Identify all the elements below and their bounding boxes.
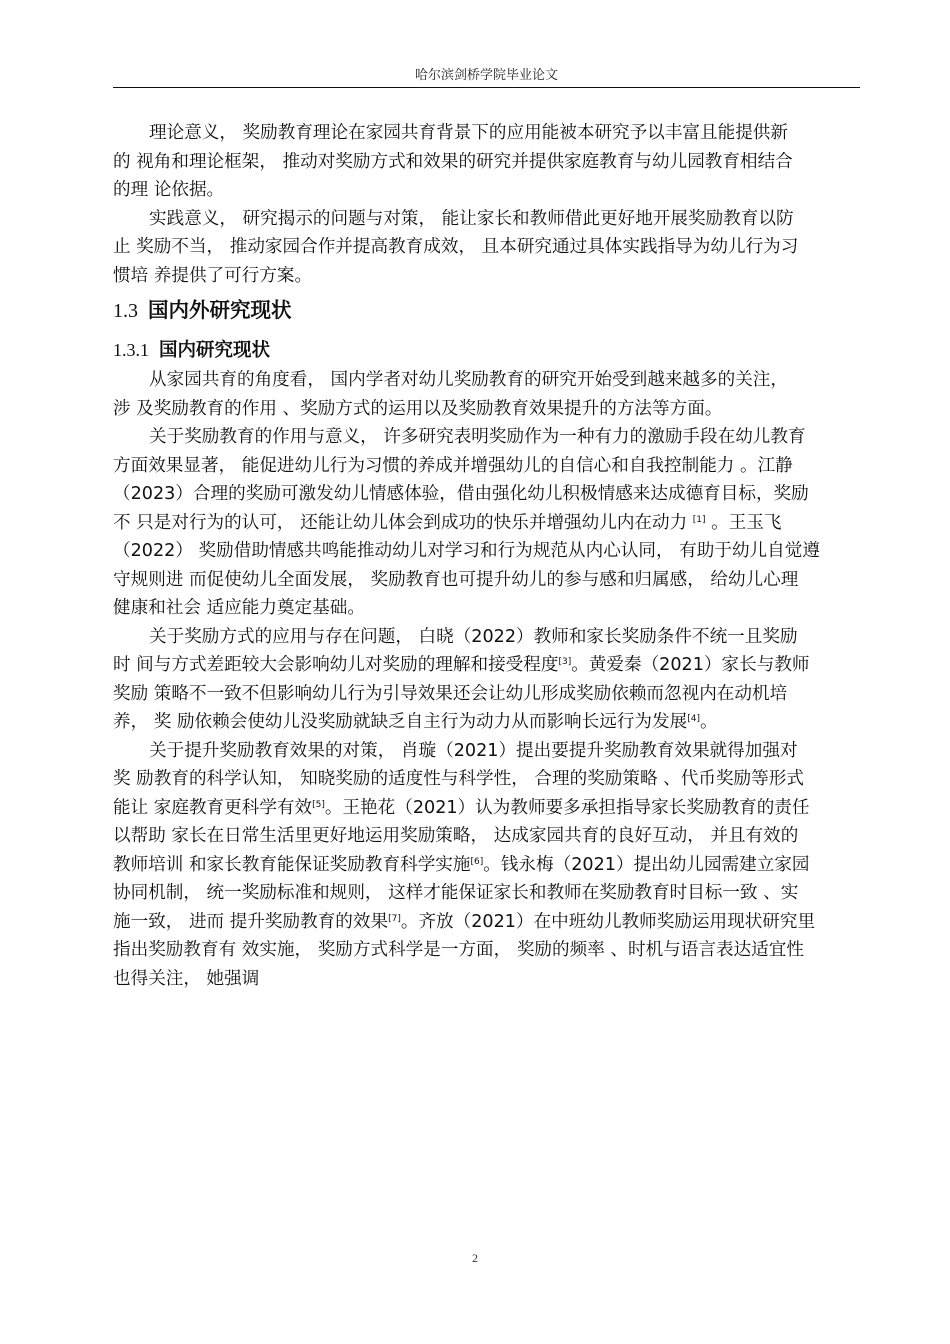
text-line: 从家园共育的角度看， 国内学者对幼儿奖励教育的研究开始受到越来越多的关注， (149, 370, 788, 390)
text-line (113, 708, 860, 737)
text-segment: 。 (699, 712, 718, 732)
paragraph-overview (113, 366, 860, 423)
text-line: 惯培 养提供了可行方案。 (113, 265, 313, 286)
subsection-title: 国内研究现状 (159, 340, 271, 361)
text-segment: 能让 家庭教育更科学有效 (113, 797, 313, 818)
text-segment: 施一致， 进而 提升奖励教育的效果 (113, 911, 389, 932)
text-line (113, 509, 860, 538)
citation-4: [4] (687, 714, 700, 724)
text-line: 奖励 策略不一致不但影响幼儿行为引导效果还会让幼儿形成奖励依赖而忽视内在动机培 (113, 683, 788, 704)
text-segment: 教师培训 和家长教育能保证奖励教育科学实施 (113, 854, 471, 875)
text-line: 实践意义， 研究揭示的问题与对策， 能让家长和教师借此更好地开展奖励教育以防 (149, 208, 794, 229)
citation-6: [6] (470, 856, 484, 867)
paragraph-practice-significance (113, 205, 860, 291)
text-line: （2022） 奖励借助情感共鸣能推动幼儿对学习和行为规范从内心认同， 有助于幼儿自觉遵 (113, 541, 820, 561)
paragraph-theory-significance (113, 119, 860, 205)
text-line (113, 851, 860, 880)
text-line: （2023）合理的奖励可激发幼儿情感体验，借由强化幼儿积极情感来达成德育目标，奖励 (113, 484, 809, 504)
text-line (113, 651, 860, 680)
text-segment: 时 间与方式差距较大会影响幼儿对奖励的理解和接受程度 (113, 655, 559, 675)
subsection-number: 1.3.1 (113, 340, 149, 360)
paragraph-role-and-meaning (113, 423, 860, 623)
text-segment: 养， 奖 励依赖会使幼儿没奖励就缺乏自主行为动力从而影响长远行为发展 (113, 712, 688, 732)
text-line: 关于奖励方式的应用与存在问题， 白晓（2022）教师和家长奖励条件不统一且奖励 (149, 626, 798, 647)
text-line: 关于提升奖励教育效果的对策， 肖璇（2021）提出要提升奖励教育效果就得加强对 (149, 740, 798, 761)
running-header: 哈尔滨剑桥学院毕业论文 (414, 68, 558, 83)
section-title: 国内外研究现状 (148, 298, 292, 322)
text-segment: 。钱永梅（2021）提出幼儿园需建立家园 (483, 854, 810, 875)
text-line: 指出奖励教育有 效实施， 奖励方式科学是一方面， 奖励的频率 、时机与语言表达适宜性 (113, 940, 804, 960)
text-line: 方面效果显著， 能促进幼儿行为习惯的养成并增强幼儿的自信心和自我控制能力 。江静 (113, 455, 793, 476)
text-segment: 。黄爱秦（2021）家长与教师 (571, 655, 810, 675)
text-line: 理论意义， 奖励教育理论在家园共育背景下的应用能被本研究予以丰富且能提供新 (149, 123, 788, 143)
text-segment: 不 只是对行为的认可， 还能让幼儿体会到成功的快乐并增强幼儿内在动力 (113, 512, 688, 533)
header-rule (113, 87, 860, 88)
citation-7: [7] (388, 913, 401, 924)
text-line: 以帮助 家长在日常生活里更好地运用奖励策略， 达成家园共育的良好互动， 并且有效的 (113, 826, 799, 846)
paragraph-reward-methods (113, 623, 860, 737)
section-number: 1.3 (113, 300, 138, 322)
text-segment: 。王艳花（2021）认为教师要多承担指导家长奖励教育的责任 (324, 797, 810, 818)
text-line: 健康和社会 适应能力奠定基础。 (113, 598, 365, 618)
text-line: 止 奖励不当， 推动家园合作并提高教育成效， 且本研究通过具体实践指导为幼儿行为习 (113, 237, 799, 257)
text-line: 的理 论依据。 (113, 180, 225, 200)
section-heading (113, 292, 860, 332)
text-line: 关于奖励教育的作用与意义， 许多研究表明奖励作为一种有力的激励手段在幼儿教育 (149, 427, 806, 447)
text-segment: 。齐放（2021）在中班幼儿教师奖励运用现状研究里 (400, 911, 816, 932)
page-body (113, 119, 860, 993)
text-line (113, 908, 860, 937)
text-line: 的 视角和理论框架， 推动对奖励方式和效果的研究并提供家庭教育与幼儿园教育相结合 (113, 151, 793, 172)
paragraph-improvement-strategies (113, 737, 860, 994)
subsection-heading (113, 332, 860, 366)
citation-5: [5] (312, 799, 325, 810)
citation-1: [1] (692, 514, 706, 525)
text-line: 奖 励教育的科学认知， 知晓奖励的适度性与科学性， 合理的奖励策略 、代币奖励等形式 (113, 769, 804, 789)
text-line: 涉 及奖励教育的作用 、奖励方式的运用以及奖励教育效果提升的方法等方面。 (113, 398, 723, 419)
text-line: 守规则进 而促使幼儿全面发展， 奖励教育也可提升幼儿的参与感和归属感， 给幼儿心理 (113, 569, 799, 590)
page-number: 2 (472, 1251, 478, 1265)
text-line: 也得关注， 她强调 (113, 968, 260, 989)
citation-3: [3] (558, 657, 572, 667)
text-segment: 。王玉飞 (711, 512, 782, 533)
text-line: 协同机制， 统一奖励标准和规则， 这样才能保证家长和教师在奖励教育时目标一致 、实 (113, 883, 799, 903)
text-line (113, 794, 860, 823)
